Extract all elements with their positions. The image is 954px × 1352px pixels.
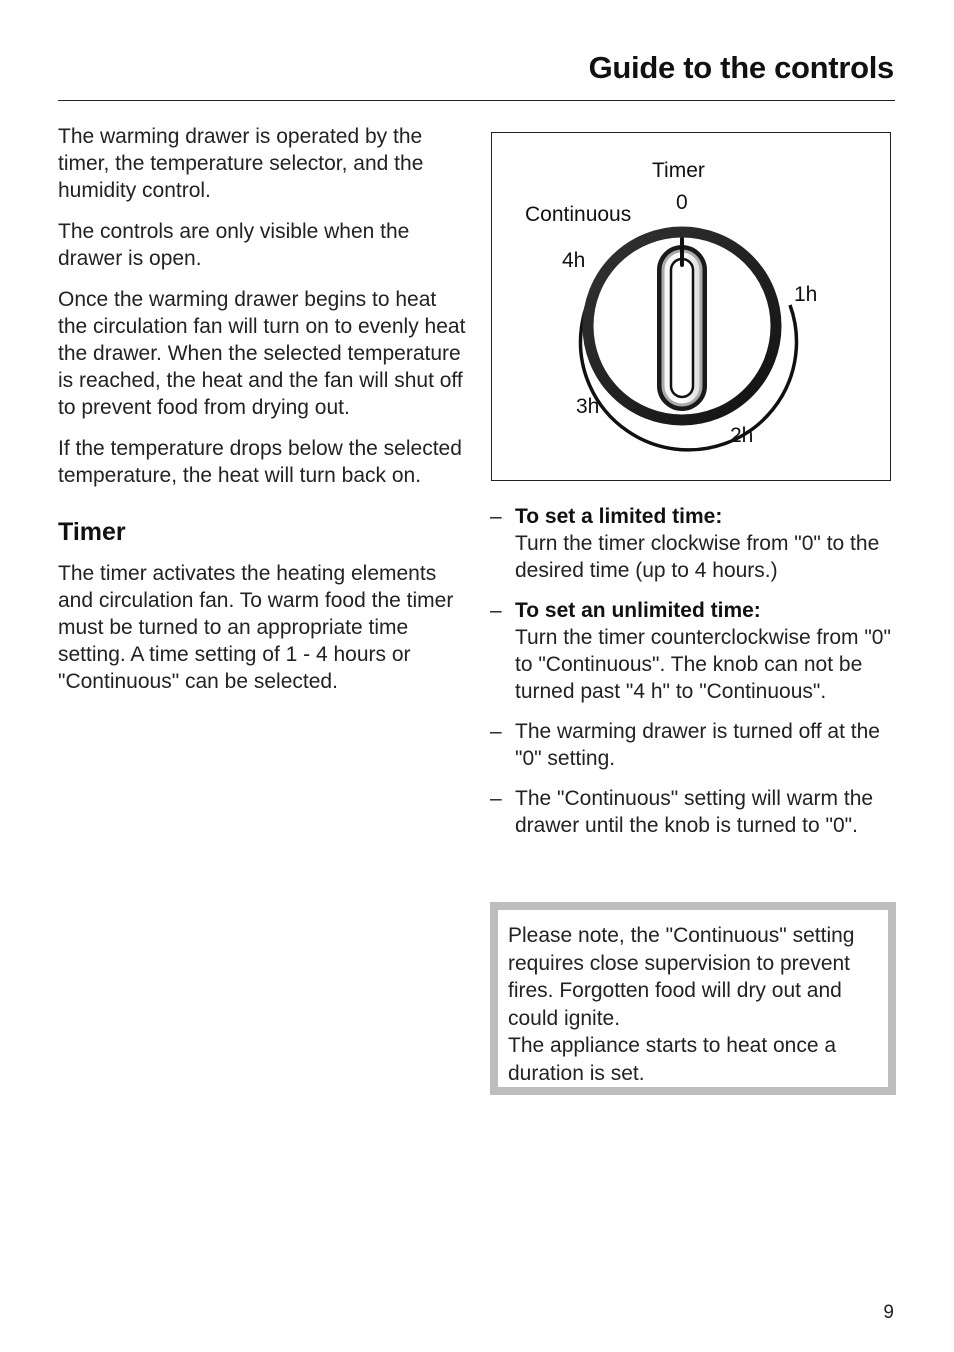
list-item xyxy=(490,597,900,705)
reheat-paragraph: If the temperature drops below the selected temperature, the heat will turn back on. xyxy=(58,437,462,487)
note-text-2: The appliance starts to heat once a duration is set. xyxy=(508,1034,837,1085)
header-rule xyxy=(58,100,895,101)
timer-paragraph: The timer activates the heating elements and circulation fan. To warm food the timer must be turned to an appropriate time setting. A time setting of 1 - 4 hours or "Continuous" can be selected. xyxy=(58,562,454,693)
list-item xyxy=(490,503,900,584)
dial-3h-label: 3h xyxy=(576,395,600,418)
left-column xyxy=(58,123,468,709)
list-item-text: The warming drawer is turned off at the "0" setting. xyxy=(515,720,880,770)
right-column xyxy=(490,503,900,852)
list-item xyxy=(490,785,900,839)
safety-note-box xyxy=(490,902,896,1095)
list-item-text: Turn the timer counterclockwise from "0" to "Continuous". The knob can not be turned past "4 h" to "Continuous". xyxy=(515,626,891,703)
list-dash: – xyxy=(490,505,502,528)
fan-paragraph: Once the warming drawer begins to heat the circulation fan will turn on to evenly heat the drawer. When the selected temperature is reached, the heat and the fan will shut off to prevent food from drying out. xyxy=(58,288,466,419)
list-item-text: The "Continuous" setting will warm the drawer until the knob is turned to "0". xyxy=(515,787,874,837)
timer-dial-figure xyxy=(491,132,891,481)
dial-continuous-label: Continuous xyxy=(525,203,632,226)
timer-dial-illustration xyxy=(492,133,889,479)
timer-heading: Timer xyxy=(58,518,126,546)
knob-grip-core xyxy=(671,259,693,397)
page-number: 9 xyxy=(883,1302,894,1323)
note-text-1: Please note, the "Continuous" setting requires close supervision to prevent fires. Forgotten food will dry out and could ignite. xyxy=(508,924,855,1030)
dial-zero-label: 0 xyxy=(676,191,688,214)
dial-4h-label: 4h xyxy=(562,249,586,272)
intro-paragraph: The warming drawer is operated by the timer, the temperature selector, and the humidity control. xyxy=(58,125,424,202)
dial-2h-label: 2h xyxy=(730,424,754,447)
page-title: Guide to the controls xyxy=(588,50,894,85)
list-item-title: To set an unlimited time: xyxy=(515,599,761,622)
dial-1h-label: 1h xyxy=(794,283,818,306)
list-item-text: Turn the timer clockwise from "0" to the desired time (up to 4 hours.) xyxy=(515,532,880,582)
dial-timer-label: Timer xyxy=(652,159,705,182)
visibility-paragraph: The controls are only visible when the drawer is open. xyxy=(58,220,410,270)
list-dash: – xyxy=(490,599,502,622)
list-dash: – xyxy=(490,787,502,810)
list-item xyxy=(490,718,900,772)
list-dash: – xyxy=(490,720,502,743)
list-item-title: To set a limited time: xyxy=(515,505,723,528)
